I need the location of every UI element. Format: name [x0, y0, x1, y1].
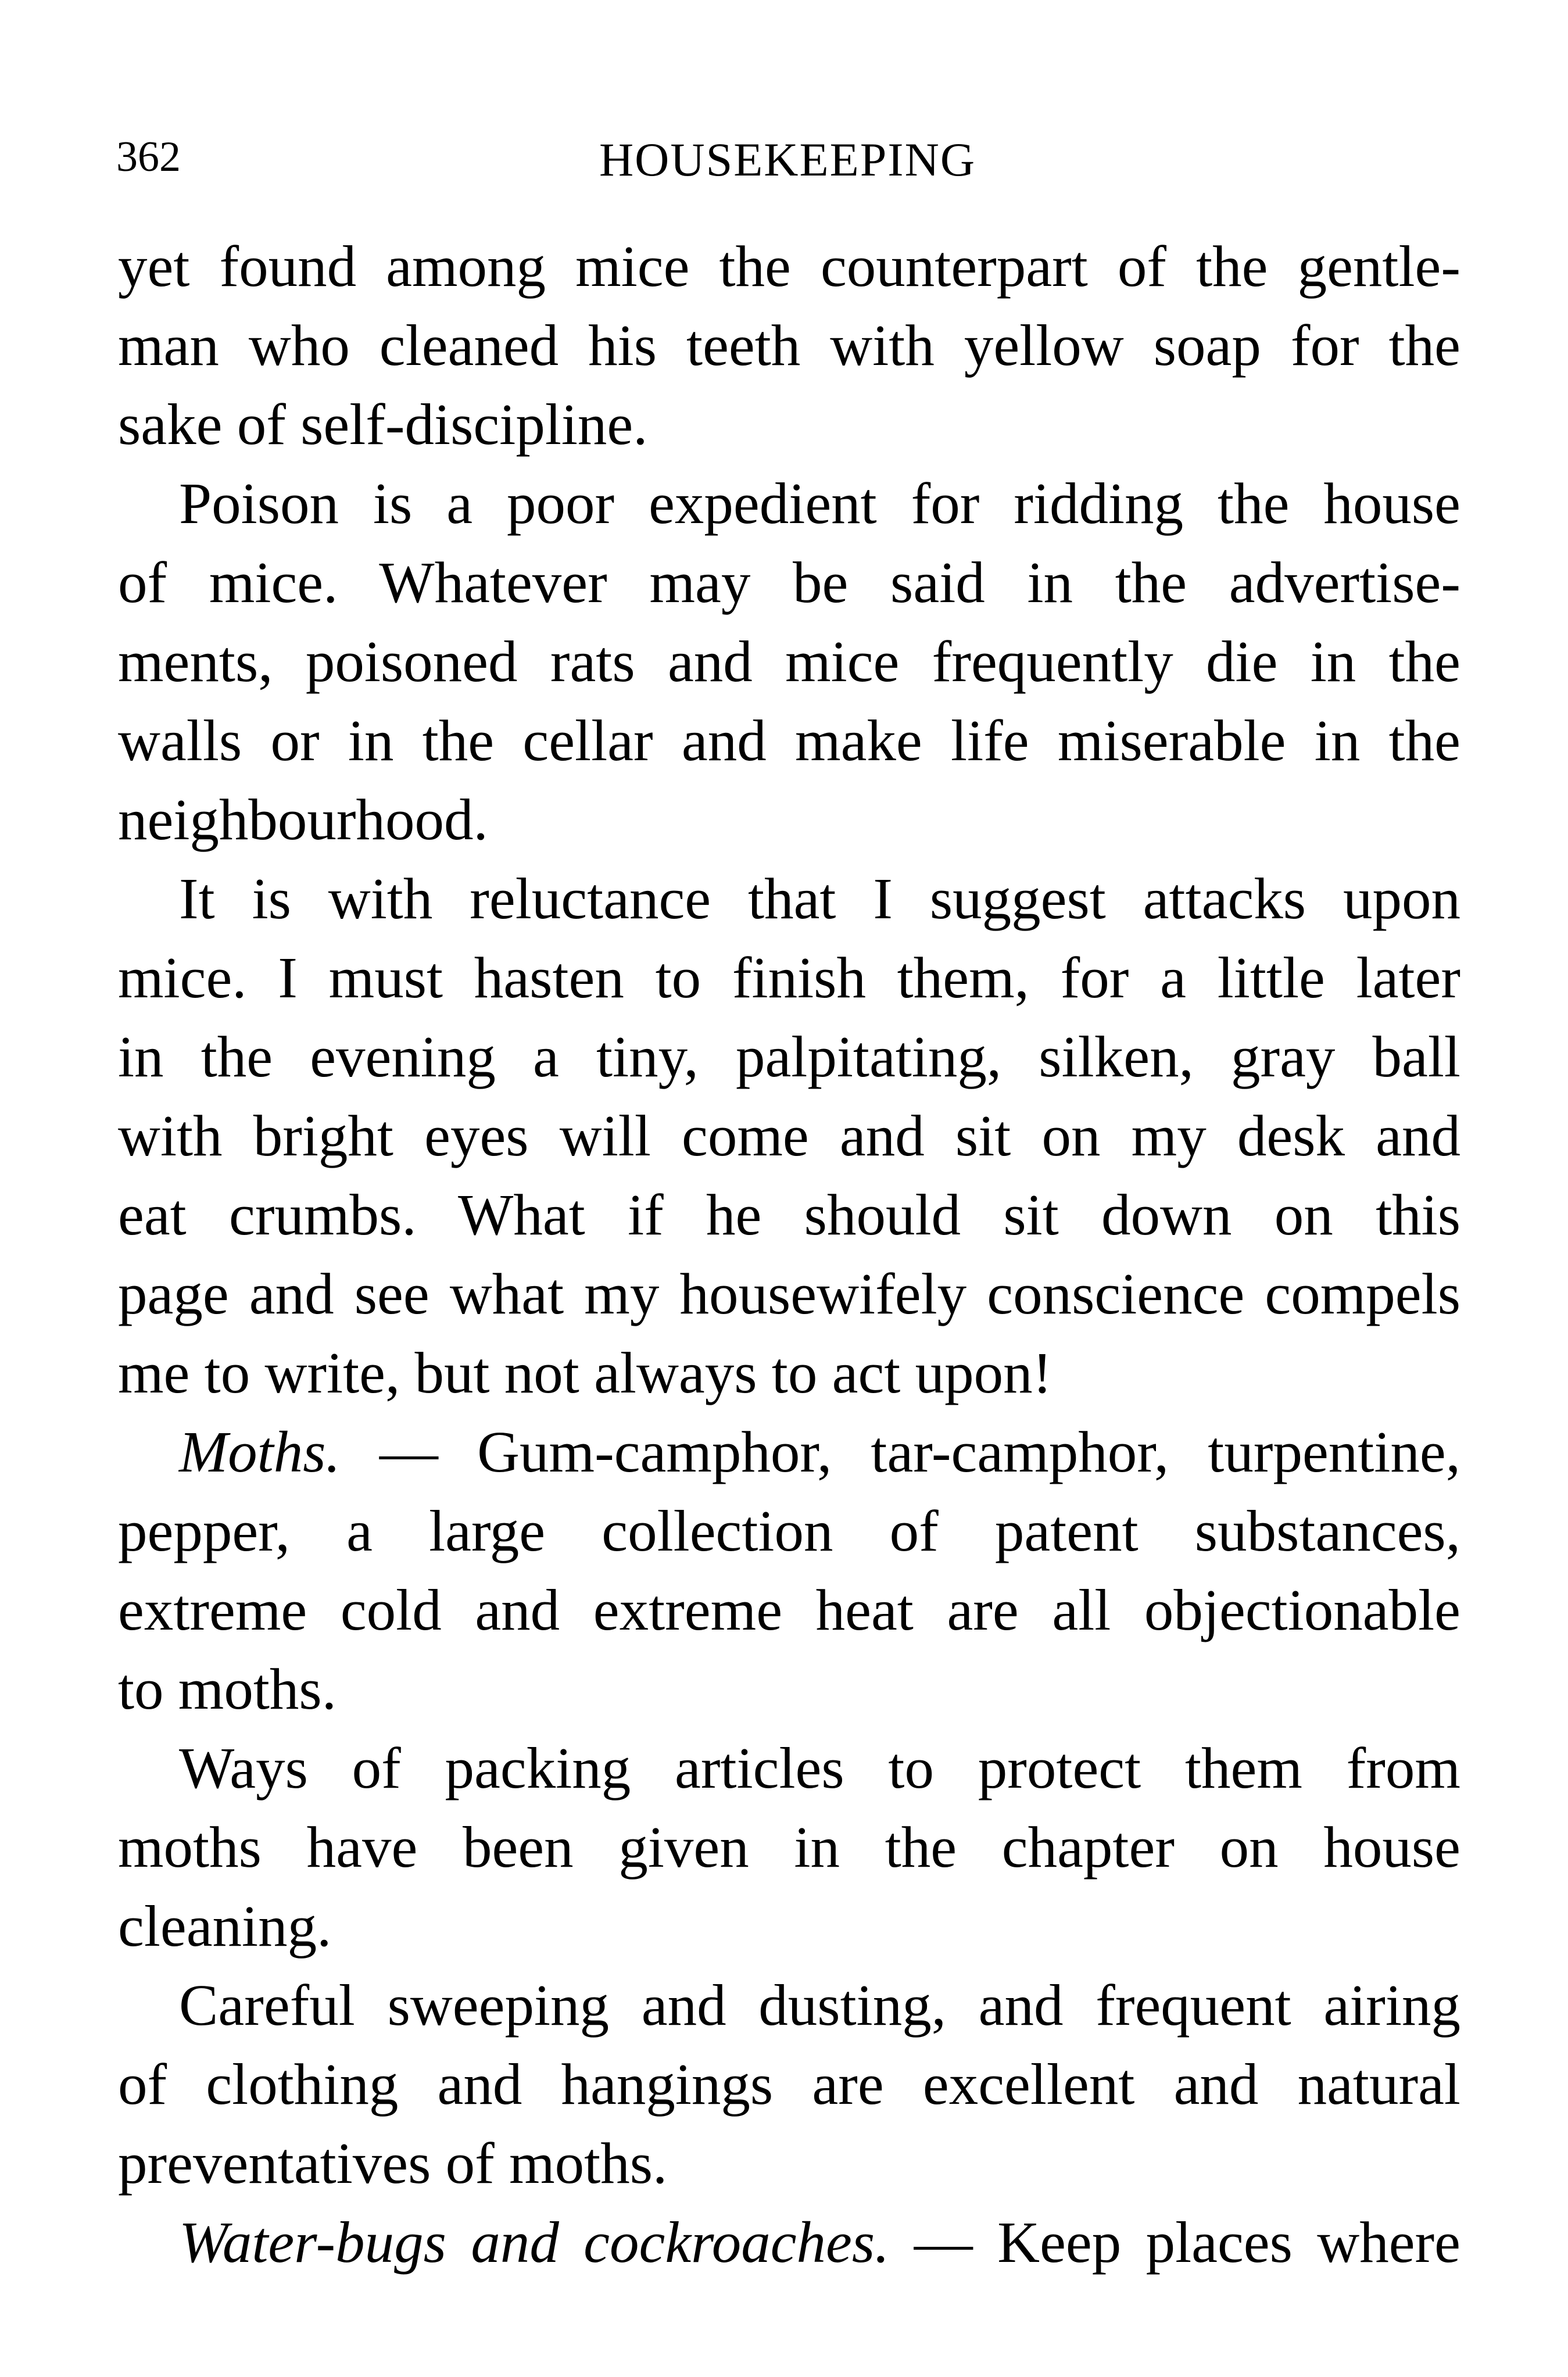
line-text: ments, poisoned rats and mice frequently die in the [118, 629, 1460, 694]
text-line [118, 1886, 1460, 1966]
text-line [118, 1254, 1460, 1333]
line-text: cleaning. [118, 1893, 332, 1959]
line-text: eat crumbs. What if he should sit down on this [118, 1182, 1460, 1247]
text-line [118, 1096, 1460, 1175]
line-text: Careful sweeping and dusting, and frequent airing [179, 1973, 1460, 2038]
text-line [118, 1175, 1460, 1254]
line-text: of clothing and hangings are excellent and natural [118, 2052, 1460, 2117]
line-text: to moths. [118, 1656, 336, 1721]
text-line [118, 1412, 1460, 1491]
line-text: in the evening a tiny, palpitating, silken, gray ball [118, 1024, 1460, 1089]
text-line [118, 2124, 1460, 2203]
line-text: extreme cold and extreme heat are all objectionable [118, 1577, 1460, 1642]
line-text: It is with reluctance that I suggest attacks upon [179, 866, 1460, 931]
text-line [118, 1333, 1460, 1412]
text-line [118, 701, 1460, 780]
line-text: mice. I must hasten to finish them, for a little later [118, 945, 1460, 1010]
line-text: preventatives of moths. [118, 2131, 668, 2196]
text-line [118, 938, 1460, 1017]
line-text: Ways of packing articles to protect them from [179, 1735, 1460, 1800]
line-text: of mice. Whatever may be said in the advertise- [118, 550, 1460, 615]
line-text: Poison is a poor expedient for ridding the house [179, 471, 1460, 536]
line-text: me to write, but not always to act upon! [118, 1340, 1053, 1405]
line-text: walls or in the cellar and make life miserable in the [118, 708, 1460, 773]
running-head: HOUSEKEEPING [599, 133, 976, 186]
text-line [118, 622, 1460, 701]
italic-heading: Water-bugs and cockroaches. [179, 2210, 890, 2275]
text-line [118, 780, 1460, 859]
text-line [118, 543, 1460, 622]
text-line [118, 1807, 1460, 1886]
text-line [118, 1017, 1460, 1096]
text-line [118, 1966, 1460, 2045]
text-line [118, 464, 1460, 543]
line-text: moths have been given in the chapter on house [118, 1814, 1460, 1880]
line-text: page and see what my housewifely conscience compels [118, 1261, 1460, 1326]
line-text: sake of self-discipline. [118, 392, 648, 457]
line-text: neighbourhood. [118, 787, 488, 852]
italic-heading: Moths. [179, 1419, 341, 1484]
page-header [116, 133, 1459, 202]
line-text: yet found among mice the counterpart of the gentle- [118, 234, 1460, 299]
text-line [118, 1570, 1460, 1649]
text-line [118, 2045, 1460, 2124]
text-line [118, 1491, 1460, 1570]
text-line [118, 1649, 1460, 1728]
line-text: — Gum-camphor, tar-camphor, turpentine, [340, 1419, 1460, 1484]
body-text [118, 227, 1460, 2282]
text-line [118, 385, 1460, 464]
text-line [118, 1728, 1460, 1807]
line-text: with bright eyes will come and sit on my desk and [118, 1103, 1460, 1168]
line-text: pepper, a large collection of patent substances, [118, 1498, 1460, 1563]
line-text: man who cleaned his teeth with yellow soap for the [118, 313, 1460, 378]
line-text: — Keep places where [889, 2210, 1461, 2275]
text-line [118, 227, 1460, 306]
text-line [118, 859, 1460, 938]
text-line [118, 2203, 1460, 2282]
page-number: 362 [116, 133, 181, 181]
text-line [118, 306, 1460, 385]
